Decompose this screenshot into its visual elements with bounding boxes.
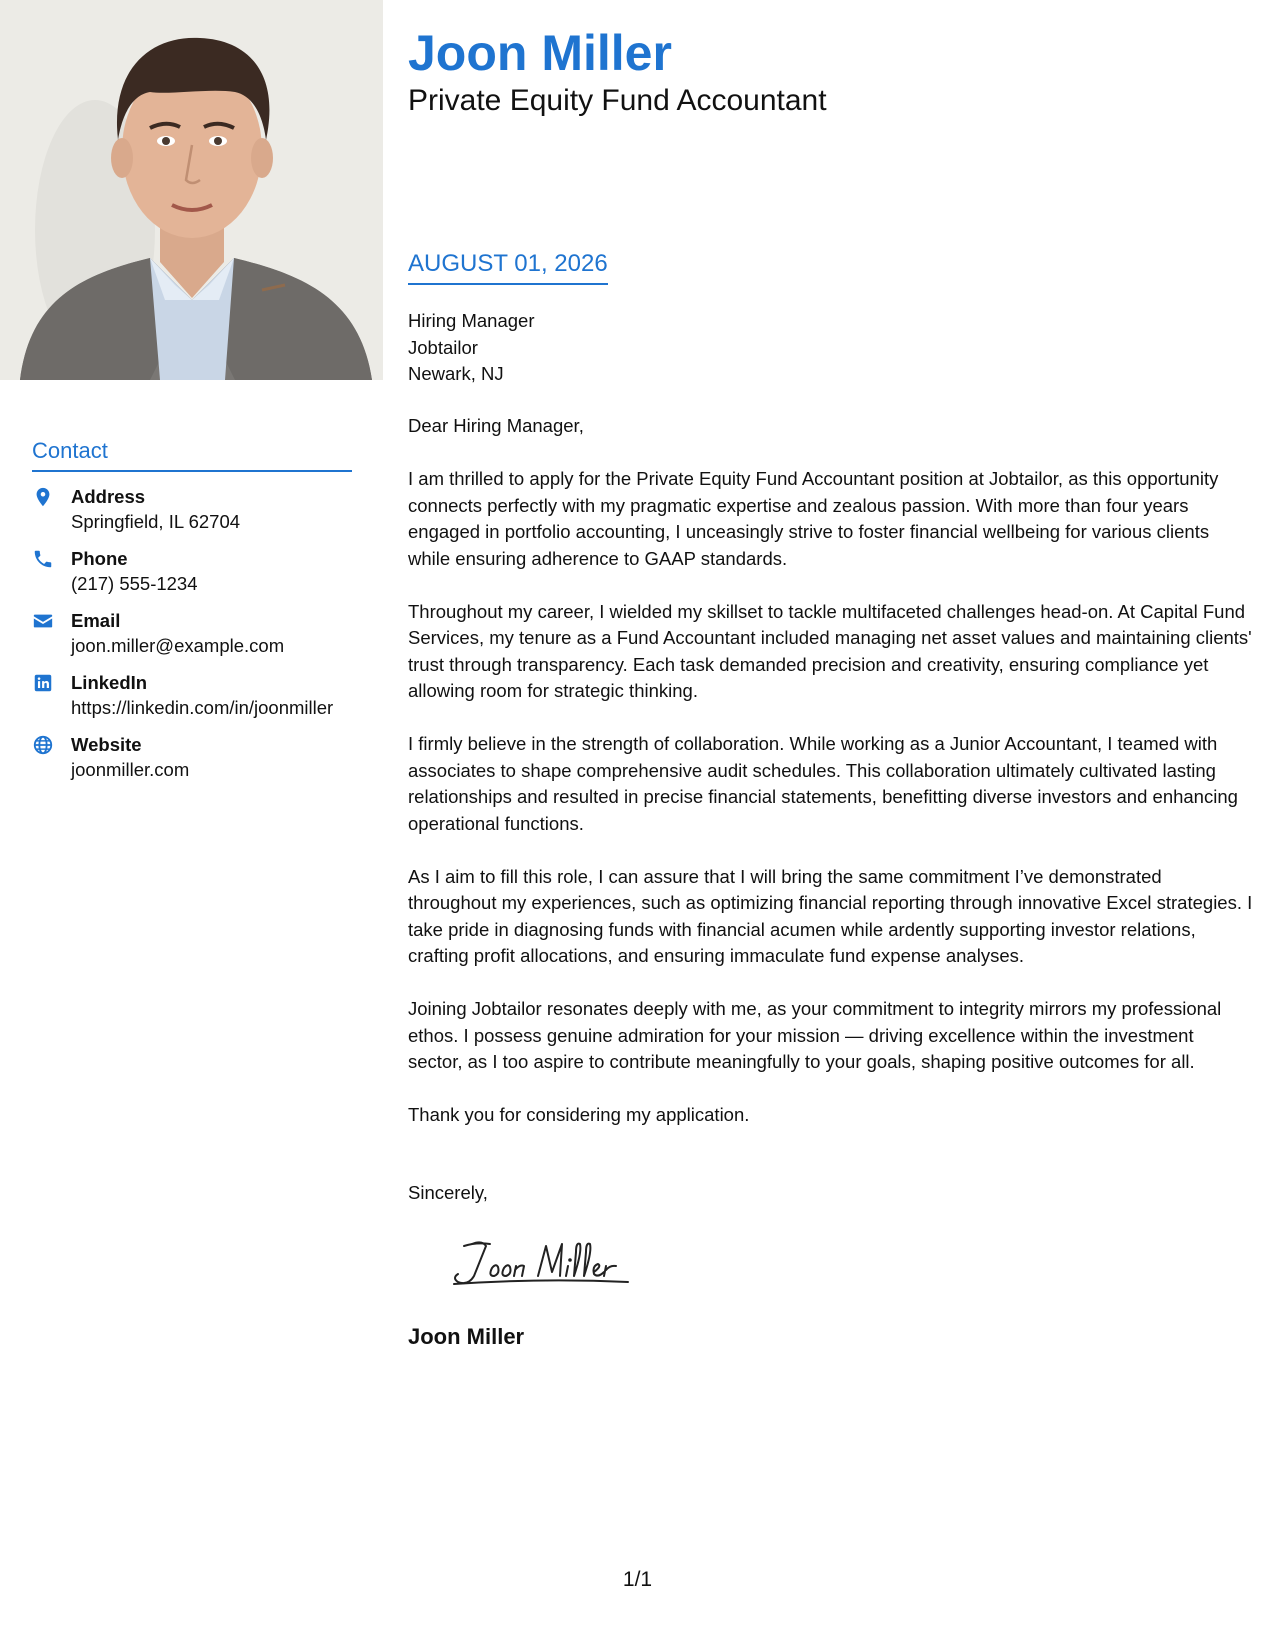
letter-paragraph: I firmly believe in the strength of collaboration. While working as a Junior Accountant, I teamed with associates to shape comprehensive audit schedules. This collaboration ultimately cultivated lasting relationships and resulted in precise financial statements, benefitting diverse investors and enhancing operational functions. xyxy=(408,733,1238,834)
website-value[interactable]: joonmiller.com xyxy=(71,759,190,780)
letter-paragraph: I am thrilled to apply for the Private Equity Fund Accountant position at Jobtailor, as this opportunity connects perfectly with my pragmatic expertise and zealous passion. With more than four years engaged in portfolio accounting, I unceasingly strive to foster financial wellbeing for various clients while ensuring adherence to GAAP standards. xyxy=(408,468,1219,569)
linkedin-icon xyxy=(32,672,54,694)
website-label: Website xyxy=(71,734,142,755)
recipient-line: Jobtailor xyxy=(408,336,478,358)
salutation: Dear Hiring Manager, xyxy=(408,415,584,436)
signer-name: Joon Miller xyxy=(408,1324,525,1349)
phone-value: (217) 555-1234 xyxy=(71,573,198,594)
profile-photo xyxy=(0,0,383,380)
globe-icon xyxy=(32,734,54,756)
letter-body xyxy=(408,413,1253,1155)
job-title: Private Equity Fund Accountant xyxy=(408,84,827,117)
letter-date: AUGUST 01, 2026 xyxy=(408,248,608,285)
contact-heading: Contact xyxy=(32,436,352,472)
address-label: Address xyxy=(71,486,146,507)
contact-email xyxy=(32,608,352,658)
letter-paragraph: As I aim to fill this role, I can assure that I will bring the same commitment I’ve demonstrated throughout my experiences, such as optimizing financial reporting through innovative Excel strategies. I take pride in diagnosing funds with financial acumen while ardently supporting investor relations, crafting profit allocations, and ensuring immaculate fund expense analyses. xyxy=(408,865,1253,966)
closing: Sincerely, xyxy=(408,1182,488,1203)
contact-phone xyxy=(32,546,352,596)
envelope-icon xyxy=(32,610,54,632)
email-value[interactable]: joon.miller@example.com xyxy=(71,635,285,656)
phone-label: Phone xyxy=(71,548,128,569)
contact-address xyxy=(32,484,352,534)
letter-paragraph: Joining Jobtailor resonates deeply with me, as your commitment to integrity mirrors my professional ethos. I possess genuine admiration for your mission — driving excellence within the investment sector, as I too aspire to contribute meaningfully to your goals, shaping positive outcomes for all. xyxy=(408,998,1222,1072)
email-label: Email xyxy=(71,610,121,631)
map-pin-icon xyxy=(32,486,54,508)
contact-website xyxy=(32,732,352,782)
recipient-line: Hiring Manager xyxy=(408,310,535,331)
handwritten-signature xyxy=(442,1232,642,1292)
letter-paragraph: Thank you for considering my application. xyxy=(408,1104,750,1125)
letter-paragraph: Throughout my career, I wielded my skillset to tackle multifaceted challenges head-on. At Capital Fund Services, my tenure as a Fund Accountant included managing net asset values and maintaining clients' trust through transparency. Each task demanded precision and creativity, ensuring compliance yet allowing room for strategic thinking. xyxy=(408,600,1252,701)
phone-icon xyxy=(32,548,54,570)
contact-section xyxy=(32,436,352,794)
address-value: Springfield, IL 62704 xyxy=(71,511,241,532)
applicant-name: Joon Miller xyxy=(408,25,672,81)
linkedin-label: LinkedIn xyxy=(71,672,148,693)
page-number: 1/1 xyxy=(622,1568,653,1591)
recipient-block xyxy=(408,308,534,388)
recipient-line: Newark, NJ xyxy=(408,363,504,384)
linkedin-value[interactable]: https://linkedin.com/in/joonmiller xyxy=(71,697,334,718)
contact-linkedin xyxy=(32,670,352,720)
